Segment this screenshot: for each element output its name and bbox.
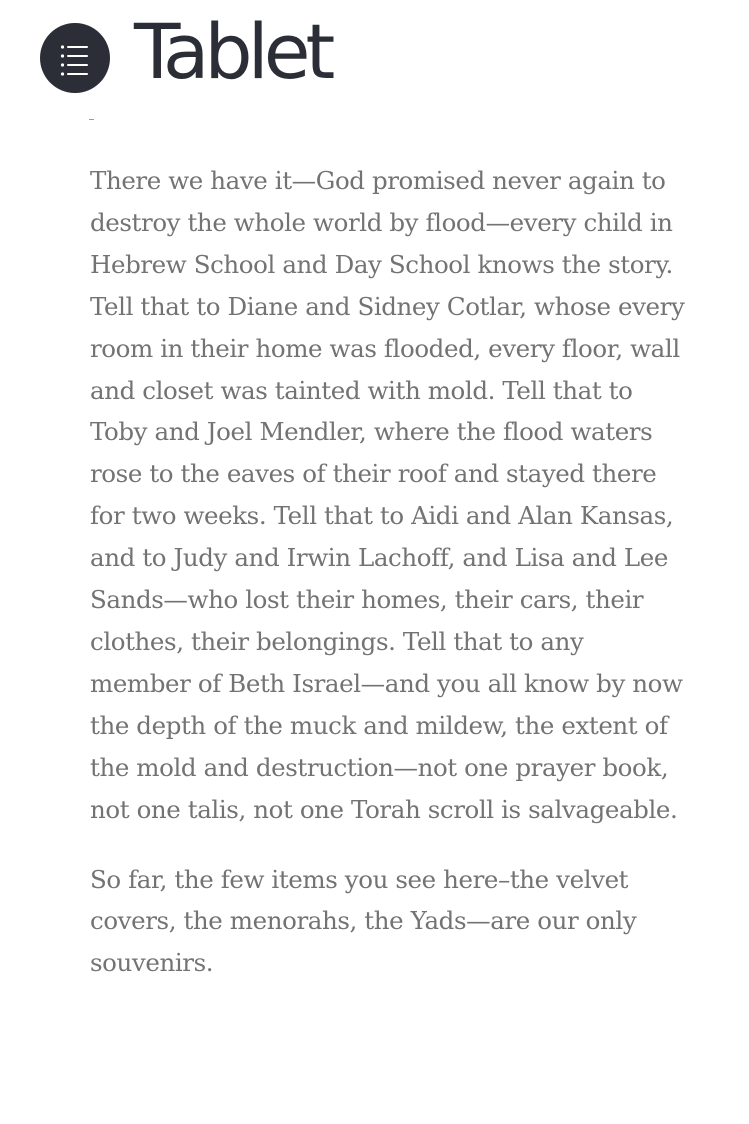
- menu-button[interactable]: [40, 23, 110, 93]
- divider-mark: [89, 119, 94, 120]
- article-paragraph: So far, the few items you see here–the velvet covers, the menorahs, the Yads—are our only souvenirs.: [90, 864, 637, 978]
- article-paragraph: There we have it—God promised never again to destroy the whole world by flood—every child in Hebrew School and Day School knows the story. Tell that to Diane and Sidney Cotlar, whose every room in their home was flooded, every floor, wall and closet was tainted with mold. Tell that to Toby and Joel Mendler, where the flood waters rose to the eaves of their roof and stayed there for two weeks. Tell that to Aidi and Alan Kansas, and to Judy and Irwin Lachoff, and Lisa and Lee Sands—who lost their homes, their cars, their clothes, their belongings. Tell that to any member of Beth Israel—and you all know by now the depth of the muck and mildew, the extent of the mold and destruction—not one prayer book, not one talis, not one Torah scroll is salvageable.: [90, 166, 685, 824]
- site-header: [0, 0, 749, 120]
- site-logo[interactable]: Tablet: [134, 7, 331, 96]
- menu-list-icon: [40, 23, 110, 93]
- article-body: [90, 160, 690, 984]
